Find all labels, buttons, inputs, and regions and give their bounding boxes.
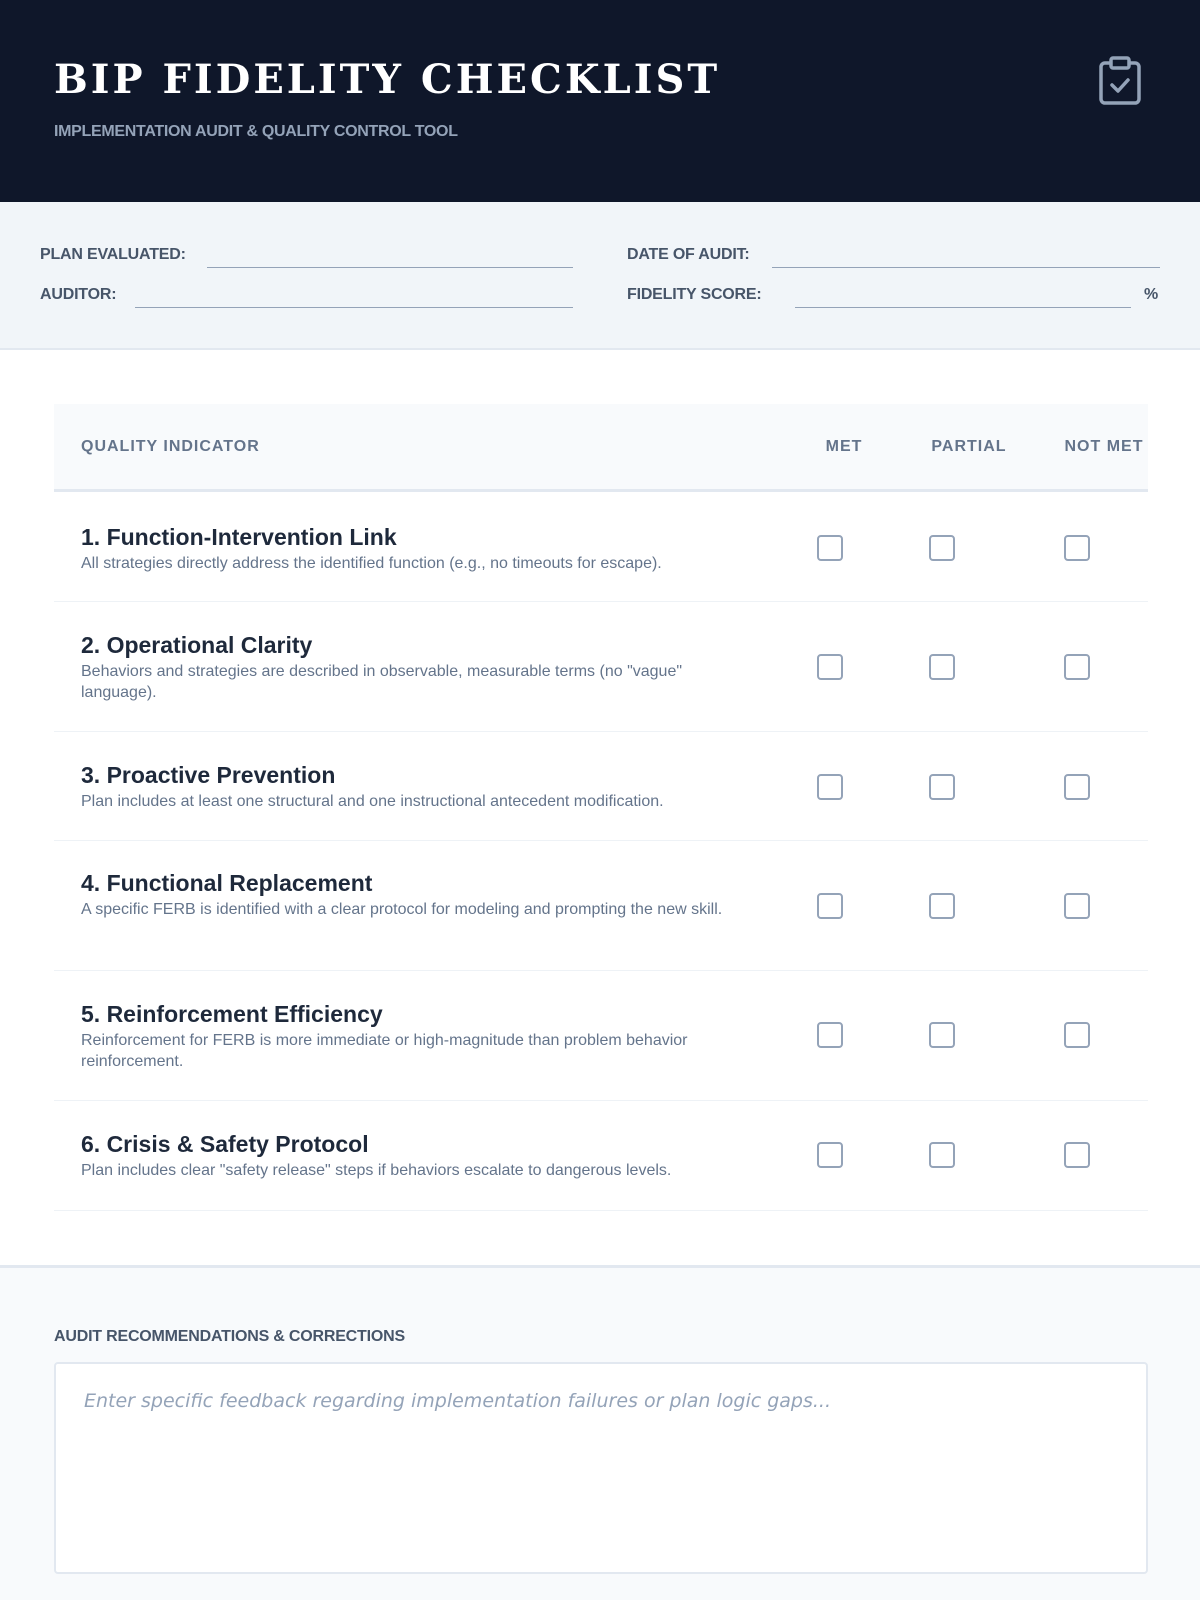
indicator-title: 1. Function-Intervention Link bbox=[81, 524, 397, 550]
plan-evaluated-field[interactable] bbox=[207, 246, 573, 268]
date-of-audit-label: DATE OF AUDIT: bbox=[627, 246, 750, 263]
indicator-description: A specific FERB is identified with a clear protocol for modeling and prompting the new skill. bbox=[81, 901, 723, 918]
indicator-description: All strategies directly address the identified function (e.g., no timeouts for escape). bbox=[81, 555, 662, 572]
table-row bbox=[54, 492, 1148, 602]
indicator-title: 6. Crisis & Safety Protocol bbox=[81, 1131, 369, 1157]
indicator-description: Reinforcement for FERB is more immediate or high-magnitude than problem behavior reinforcement. bbox=[81, 1032, 688, 1070]
partial-checkbox[interactable] bbox=[929, 893, 955, 919]
table-row bbox=[54, 971, 1148, 1101]
percent-sign: % bbox=[1144, 286, 1159, 303]
audit-meta-section bbox=[0, 202, 1200, 350]
met-checkbox[interactable] bbox=[817, 774, 843, 800]
met-checkbox[interactable] bbox=[817, 1142, 843, 1168]
indicator-description: Plan includes at least one structural and one instructional antecedent modification. bbox=[81, 793, 664, 810]
recommendations-section bbox=[0, 1265, 1200, 1600]
column-header-not-met: NOT MET bbox=[1064, 438, 1144, 455]
indicator-title: 3. Proactive Prevention bbox=[81, 762, 336, 788]
fidelity-score-field[interactable] bbox=[795, 286, 1131, 308]
clipboard-check-icon bbox=[1098, 56, 1142, 106]
met-checkbox[interactable] bbox=[817, 1022, 843, 1048]
not-met-checkbox[interactable] bbox=[1064, 893, 1090, 919]
table-header bbox=[54, 404, 1148, 492]
not-met-checkbox[interactable] bbox=[1064, 1142, 1090, 1168]
auditor-label: AUDITOR: bbox=[40, 286, 117, 303]
met-checkbox[interactable] bbox=[817, 893, 843, 919]
column-header-partial: PARTIAL bbox=[931, 438, 1007, 455]
table-row bbox=[54, 1101, 1148, 1211]
recommendations-label: AUDIT RECOMMENDATIONS & CORRECTIONS bbox=[54, 1328, 405, 1345]
partial-checkbox[interactable] bbox=[929, 654, 955, 680]
not-met-checkbox[interactable] bbox=[1064, 774, 1090, 800]
not-met-checkbox[interactable] bbox=[1064, 654, 1090, 680]
indicator-title: 4. Functional Replacement bbox=[81, 870, 373, 896]
table-row bbox=[54, 602, 1148, 732]
column-header-met: MET bbox=[825, 438, 863, 455]
met-checkbox[interactable] bbox=[817, 535, 843, 561]
auditor-field[interactable] bbox=[135, 286, 573, 308]
checklist-table bbox=[54, 404, 1148, 1211]
table-row bbox=[54, 732, 1148, 841]
page-title: BIP FIDELITY CHECKLIST bbox=[54, 56, 721, 103]
plan-evaluated-label: PLAN EVALUATED: bbox=[40, 246, 186, 263]
not-met-checkbox[interactable] bbox=[1064, 535, 1090, 561]
partial-checkbox[interactable] bbox=[929, 1022, 955, 1048]
indicator-description: Behaviors and strategies are described in observable, measurable terms (no "vague" language). bbox=[81, 663, 683, 701]
column-header-indicator: QUALITY INDICATOR bbox=[81, 438, 260, 455]
met-checkbox[interactable] bbox=[817, 654, 843, 680]
recommendations-textarea[interactable]: Enter specific feedback regarding implementation failures or plan logic gaps... bbox=[54, 1362, 1148, 1574]
date-of-audit-field[interactable] bbox=[772, 246, 1160, 268]
indicator-title: 2. Operational Clarity bbox=[81, 632, 313, 658]
indicator-title: 5. Reinforcement Efficiency bbox=[81, 1001, 383, 1027]
partial-checkbox[interactable] bbox=[929, 1142, 955, 1168]
not-met-checkbox[interactable] bbox=[1064, 1022, 1090, 1048]
partial-checkbox[interactable] bbox=[929, 774, 955, 800]
partial-checkbox[interactable] bbox=[929, 535, 955, 561]
page-subtitle: IMPLEMENTATION AUDIT & QUALITY CONTROL TOOL bbox=[54, 123, 458, 140]
indicator-description: Plan includes clear "safety release" steps if behaviors escalate to dangerous levels. bbox=[81, 1162, 672, 1179]
fidelity-score-label: FIDELITY SCORE: bbox=[627, 286, 762, 303]
page-header bbox=[0, 0, 1200, 202]
table-row bbox=[54, 841, 1148, 971]
